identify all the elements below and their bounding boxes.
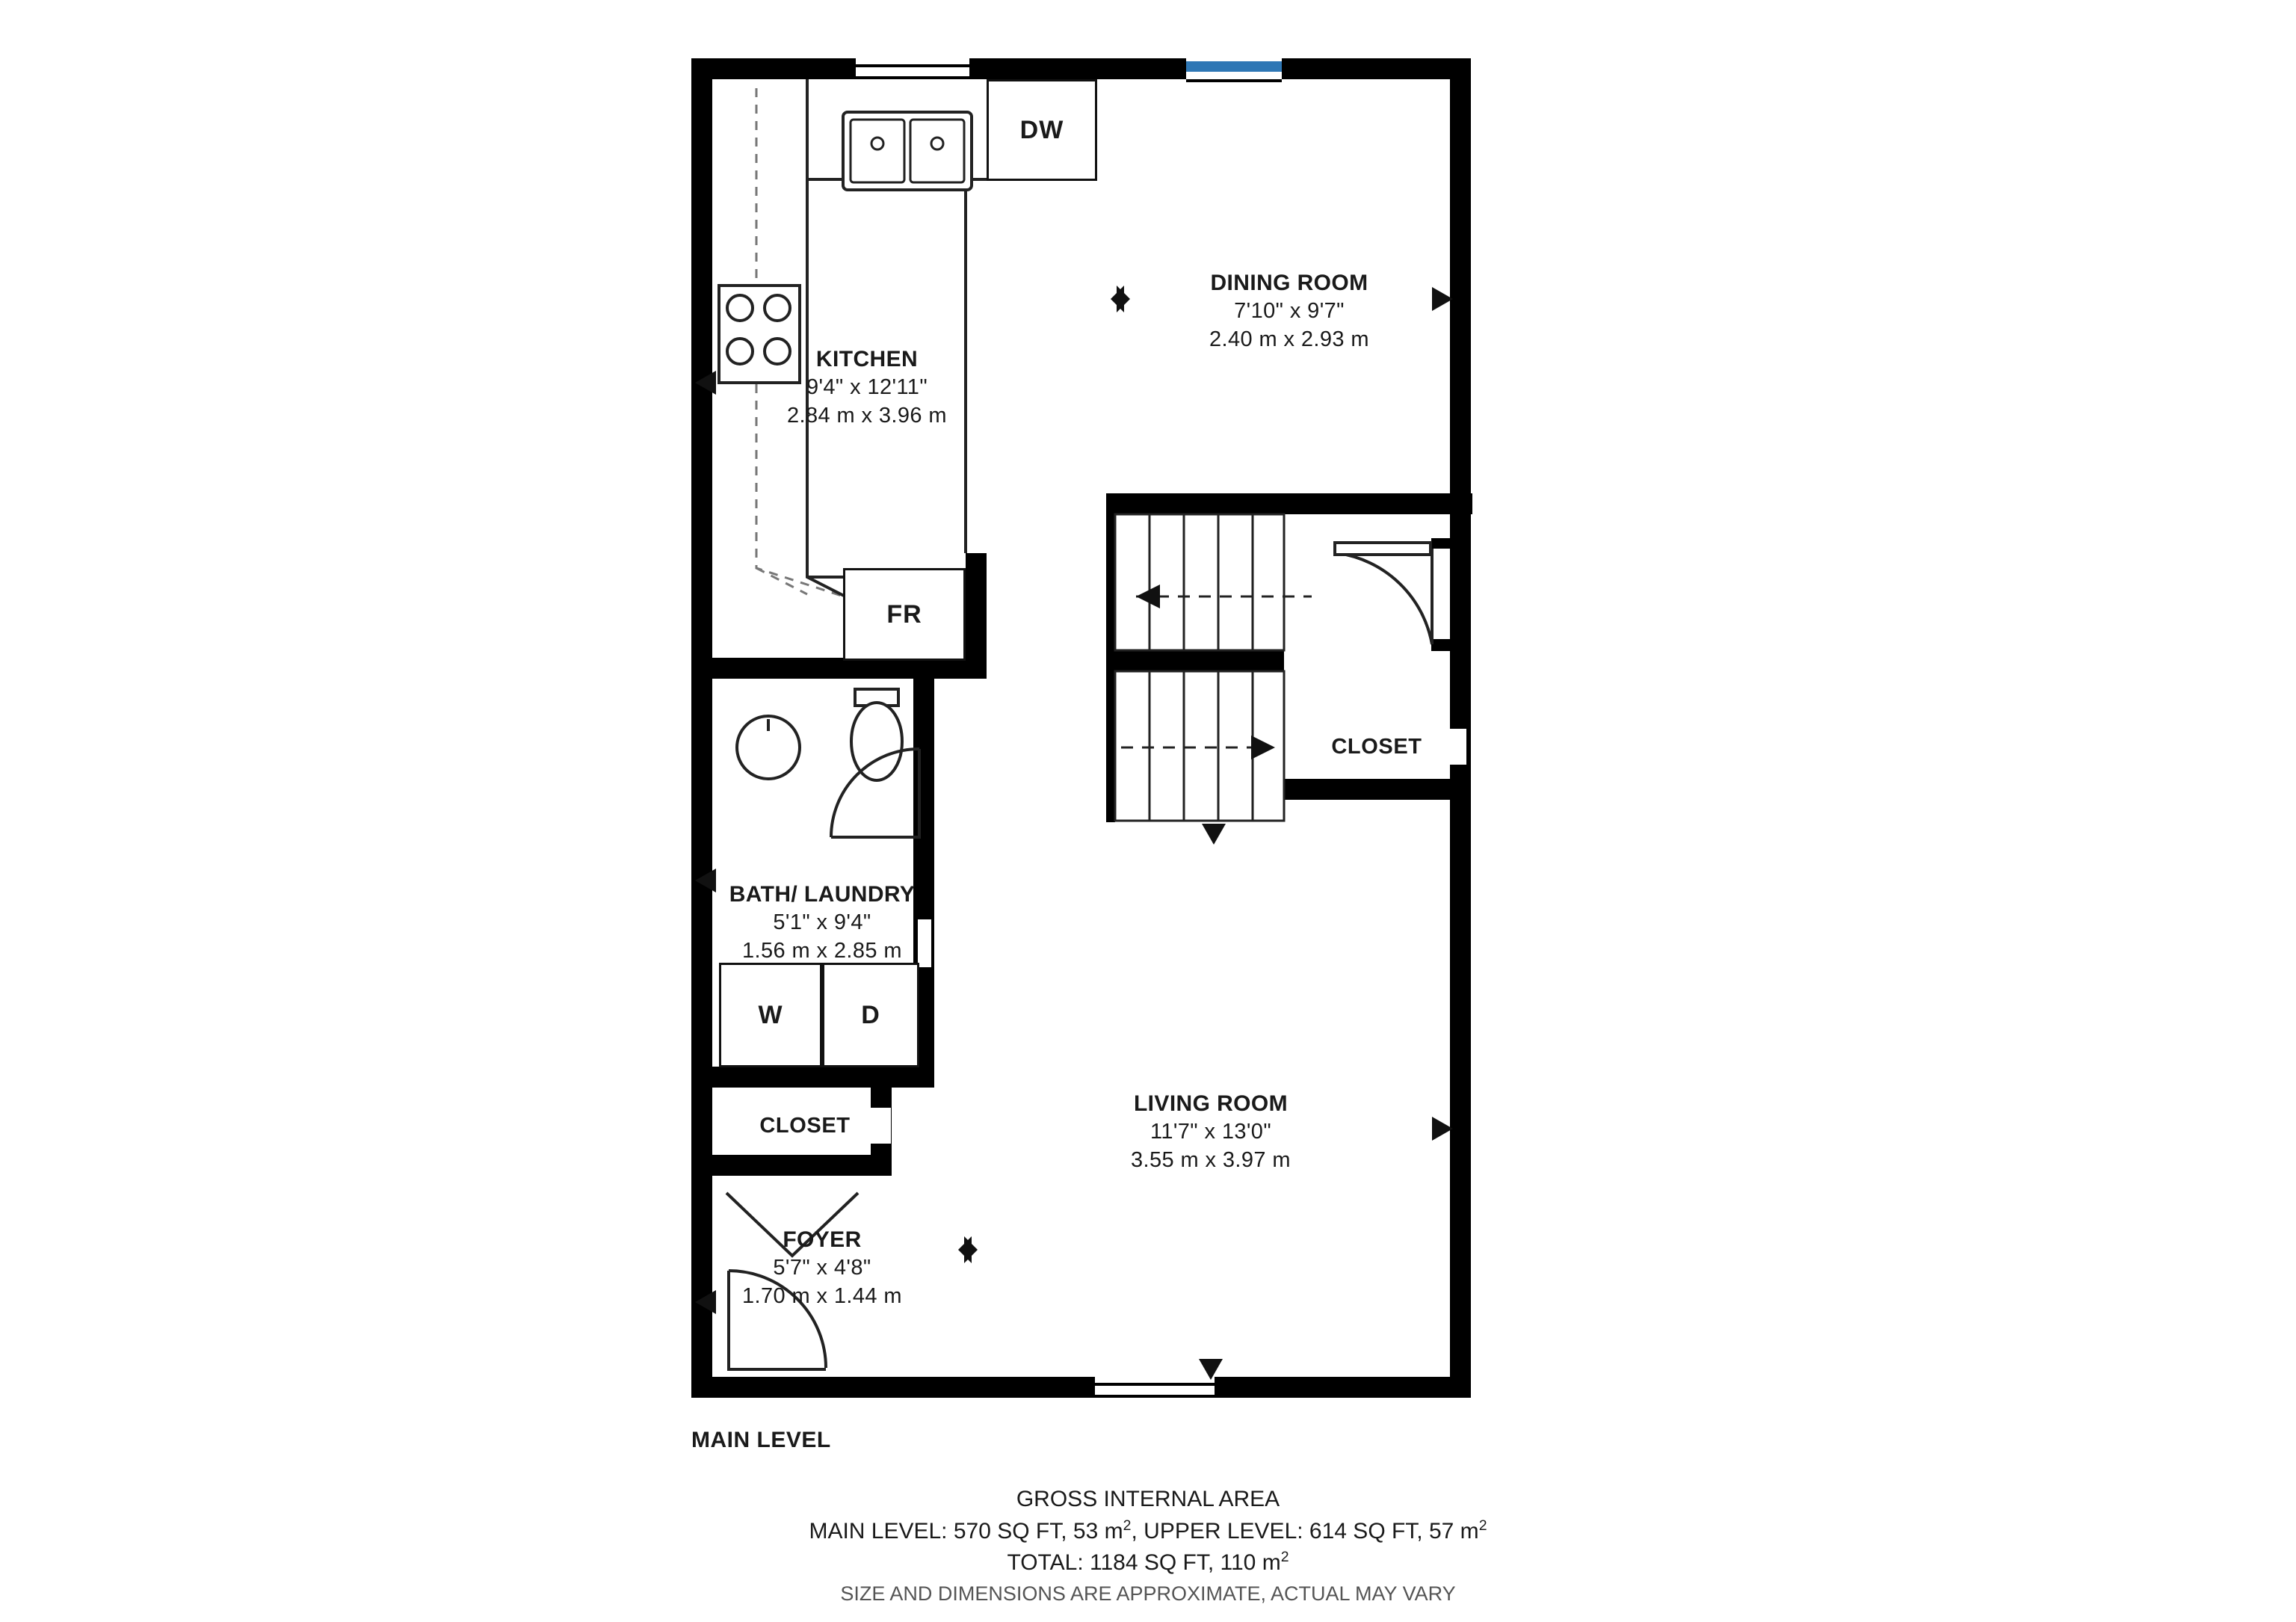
window-dining-top (1186, 61, 1282, 72)
room-dim-imperial-kitchen: 9'4" x 12'11" (806, 375, 928, 400)
room-label-kitchen (747, 345, 987, 430)
appliance-dryer-label: D (861, 1000, 880, 1029)
wall-closet-lower-bottom (712, 1155, 892, 1176)
room-dim-metric-living: 3.55 m x 3.97 m (1131, 1147, 1291, 1172)
wall-closet-upper-bottom (1263, 779, 1471, 800)
footer-disclaimer: SIZE AND DIMENSIONS ARE APPROXIMATE, ACTUAL MAY VARY (840, 1582, 1456, 1605)
appliance-dryer (822, 963, 919, 1067)
wall-exterior-top-left (691, 58, 856, 79)
room-dim-imperial-living: 11'7" x 13'0" (1149, 1120, 1272, 1144)
wall-exterior-left-upper (691, 58, 712, 679)
footer-total-line (0, 1547, 2296, 1579)
footer-total-sup: 2 (1280, 1549, 1289, 1566)
room-dim-imperial-foyer: 5'7" x 4'8" (773, 1256, 871, 1280)
room-label-foyer (703, 1226, 942, 1310)
room-name-dining: DINING ROOM (1210, 271, 1368, 295)
wall-exterior-bottom-right (1215, 1377, 1471, 1398)
room-dim-imperial-dining: 7'10" x 9'7" (1234, 299, 1345, 324)
footer-main-level-sup: 2 (1123, 1517, 1132, 1534)
closet-lower (719, 1108, 891, 1144)
window-kitchen-top (856, 64, 969, 79)
window-living-bottom (1095, 1383, 1215, 1398)
wall-closet-upper-left (1263, 650, 1284, 800)
level-title: MAIN LEVEL (691, 1428, 831, 1452)
room-dim-metric-bath-laundry: 1.56 m x 2.85 m (742, 938, 902, 963)
wall-stairs-top (1106, 493, 1472, 514)
footer-levels-line (0, 1516, 2296, 1548)
room-label-living (1084, 1090, 1338, 1174)
room-dim-metric-dining: 2.40 m x 2.93 m (1209, 327, 1369, 351)
window-dining-top-inner (1186, 72, 1282, 82)
footer-area-summary (0, 1484, 2296, 1608)
room-name-bath-laundry: BATH/ LAUNDRY (729, 882, 916, 907)
wall-door-pocket-right (1431, 538, 1471, 549)
appliance-washer (719, 963, 822, 1067)
footer-upper-level: , UPPER LEVEL: 614 SQ FT, 57 m (1131, 1518, 1479, 1544)
wall-stairs-left (1106, 493, 1115, 822)
wall-exterior-right (1450, 58, 1471, 1398)
room-name-living: LIVING ROOM (1133, 1091, 1289, 1116)
wall-kitchen-right-stub (966, 553, 987, 662)
appliance-dishwasher-label: DW (1019, 115, 1064, 144)
closet-upper-label: CLOSET (1331, 734, 1422, 759)
room-dim-metric-foyer: 1.70 m x 1.44 m (742, 1283, 902, 1308)
footer-heading: GROSS INTERNAL AREA (1016, 1487, 1280, 1511)
room-label-dining (1166, 269, 1413, 354)
room-dim-metric-kitchen: 2.84 m x 3.96 m (787, 403, 947, 428)
footer-total: TOTAL: 1184 SQ FT, 110 m (1007, 1550, 1281, 1576)
wall-exterior-top-mid (969, 58, 1186, 79)
wall-kitchen-bottom (691, 658, 987, 679)
closet-lower-label: CLOSET (759, 1113, 851, 1138)
appliance-fridge-label: FR (886, 599, 922, 629)
wall-bath-bottom (712, 1067, 934, 1088)
wall-exterior-top-right (1282, 58, 1471, 79)
closet-upper (1287, 729, 1466, 765)
appliance-washer-label: W (758, 1000, 783, 1029)
room-name-foyer: FOYER (783, 1227, 862, 1252)
room-dim-imperial-bath-laundry: 5'1" x 9'4" (773, 910, 871, 935)
room-label-bath-laundry (703, 881, 942, 965)
wall-stairs-mid (1106, 650, 1282, 671)
appliance-fridge (843, 568, 966, 661)
wall-exterior-bottom-left (691, 1377, 1095, 1398)
appliance-dishwasher (987, 79, 1097, 181)
footer-upper-level-sup: 2 (1478, 1517, 1487, 1534)
wall-door-pocket-right-2 (1431, 639, 1471, 651)
footer-main-level: MAIN LEVEL: 570 SQ FT, 53 m (809, 1518, 1123, 1544)
room-name-kitchen: KITCHEN (815, 347, 919, 371)
